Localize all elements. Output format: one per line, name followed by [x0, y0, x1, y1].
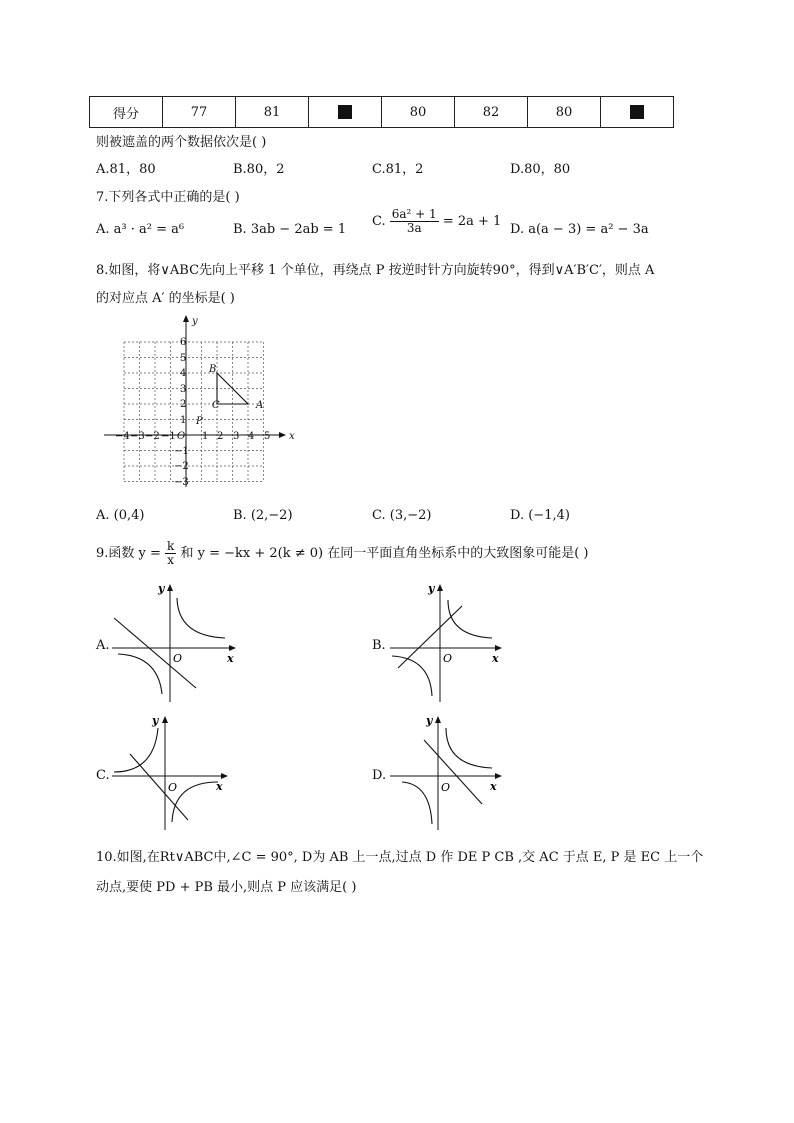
table-cell: 80 [528, 97, 601, 128]
hyperbola-branch [448, 600, 492, 638]
hyperbola-branch [172, 782, 218, 822]
q7-option-d: D. a(a − 3) = a² − 3a [510, 222, 649, 237]
y-tick-label: 1 [180, 415, 187, 426]
q8-option-c: C. (3,−2) [372, 508, 432, 523]
table-header-cell: 得分 [90, 97, 163, 128]
table-row [90, 97, 674, 128]
q9-option-b-label: B. [372, 638, 386, 653]
x-axis-label: x [492, 652, 499, 665]
q6-option-b: B.80，2 [233, 162, 285, 177]
x-tick-label: 5 [264, 431, 271, 442]
point-label-a: A [256, 400, 264, 411]
x-tick-label: 3 [233, 431, 240, 442]
q8-stem-line1: 8.如图，将∨ABC先向上平移 1 个单位，再绕点 P 按逆时针方向旋转90°，得到∨A′B′C′，则点 A [96, 263, 655, 278]
cover-block [338, 105, 352, 119]
q8-option-d: D. (−1,4) [510, 508, 570, 523]
hyperbola-branch [118, 654, 162, 694]
y-tick-label: 2 [180, 399, 187, 410]
y-tick-label: 6 [180, 337, 187, 348]
table-cell: 77 [163, 97, 236, 128]
x-tick-label: −1 [161, 431, 176, 442]
cover-block [630, 105, 644, 119]
q9-graph-d [388, 712, 508, 834]
q7-option-a: A. a³ · a² = a⁶ [96, 222, 185, 237]
y-tick-label: 4 [180, 368, 187, 379]
x-axis-arrow [279, 432, 286, 438]
q8-option-b: B. (2,−2) [233, 508, 293, 523]
point-label-b: B [209, 364, 217, 375]
point-label-p: P [196, 416, 203, 427]
q7-option-c [372, 208, 501, 235]
x-tick-label: 1 [202, 431, 209, 442]
y-tick-label: −3 [174, 477, 189, 488]
q9-stem-rest: 和 y = −kx + 2(k ≠ 0) 在同一平面直角坐标系中的大致图象可能是( ) [180, 546, 589, 561]
q6-stem: 则被遮盖的两个数据依次是( ) [96, 135, 267, 150]
q9-option-a-label: A. [96, 638, 110, 653]
x-tick-label: −4 [115, 431, 130, 442]
x-tick-label: −2 [145, 431, 160, 442]
hyperbola-branch [114, 728, 158, 772]
q9-stem-prefix: 9.函数 y = [96, 546, 161, 561]
y-axis-label: y [192, 316, 198, 327]
y-axis-label: y [158, 582, 165, 595]
origin-label: O [168, 781, 178, 794]
grid [124, 342, 264, 482]
line-graph [398, 606, 462, 668]
q8-option-a: A. (0,4) [96, 508, 145, 523]
table-cell: 81 [236, 97, 309, 128]
x-axis-label: x [289, 431, 295, 442]
x-axis-label: x [227, 652, 234, 665]
origin-label: O [441, 781, 451, 794]
x-tick-label: 4 [248, 431, 255, 442]
q9-graph-b [388, 580, 508, 705]
q7-stem: 7.下列各式中正确的是( ) [96, 190, 240, 205]
table-cell-covered [309, 97, 382, 128]
fraction [165, 540, 176, 567]
y-axis-label: y [426, 714, 433, 727]
q9-graph-c [110, 712, 235, 834]
y-axis-label: y [152, 714, 159, 727]
origin-label: O [177, 431, 186, 442]
table-cell: 80 [382, 97, 455, 128]
y-axis-arrow [183, 315, 189, 322]
line-graph [130, 754, 188, 820]
q10-stem-line1: 10.如图,在Rt∨ABC中,∠C = 90°, D为 AB 上一点,过点 D 作 DE P CB ,交 AC 于点 E, P 是 EC 上一个 [96, 850, 704, 865]
q6-option-c: C.81，2 [372, 162, 424, 177]
fraction-denominator: 3a [406, 221, 422, 235]
q7-option-b: B. 3ab − 2ab = 1 [233, 222, 347, 237]
origin-label: O [173, 652, 183, 665]
q7-option-c-label: C. [372, 214, 386, 229]
x-axis-label: x [216, 780, 223, 793]
fraction-numerator: k [167, 539, 175, 553]
y-tick-label: 3 [180, 384, 187, 395]
fraction-denominator: x [167, 553, 175, 567]
q9-option-d-label: D. [372, 768, 387, 783]
y-axis-label: y [428, 582, 435, 595]
fraction [390, 208, 439, 235]
x-axis-label: x [490, 780, 497, 793]
line-graph [424, 740, 482, 804]
q8-stem-line2: 的对应点 A′ 的坐标是( ) [96, 291, 235, 306]
q7-option-c-rest: = 2a + 1 [442, 214, 502, 229]
q9-stem [96, 540, 589, 567]
origin-label: O [443, 652, 453, 665]
fraction-numerator: 6a² + 1 [391, 207, 437, 221]
score-table [89, 96, 674, 128]
q6-option-a: A.81，80 [96, 162, 156, 177]
x-tick-label: 2 [217, 431, 224, 442]
y-tick-label: −1 [174, 446, 189, 457]
line-graph [114, 618, 196, 688]
q9-option-c-label: C. [96, 768, 110, 783]
hyperbola-branch [392, 656, 432, 696]
hyperbola-branch [446, 728, 492, 768]
table-cell-covered [601, 97, 674, 128]
y-tick-label: −2 [174, 461, 189, 472]
table-cell: 82 [455, 97, 528, 128]
y-tick-label: 5 [180, 353, 187, 364]
q8-coordinate-graph [100, 315, 300, 490]
hyperbola-branch [177, 598, 225, 638]
hyperbola-branch [402, 782, 432, 824]
q10-stem-line2: 动点,要使 PD + PB 最小,则点 P 应该满足( ) [96, 880, 357, 895]
x-tick-label: −3 [130, 431, 145, 442]
q6-option-d: D.80，80 [510, 162, 571, 177]
q9-graph-a [110, 580, 240, 705]
point-label-c: C [212, 400, 220, 411]
